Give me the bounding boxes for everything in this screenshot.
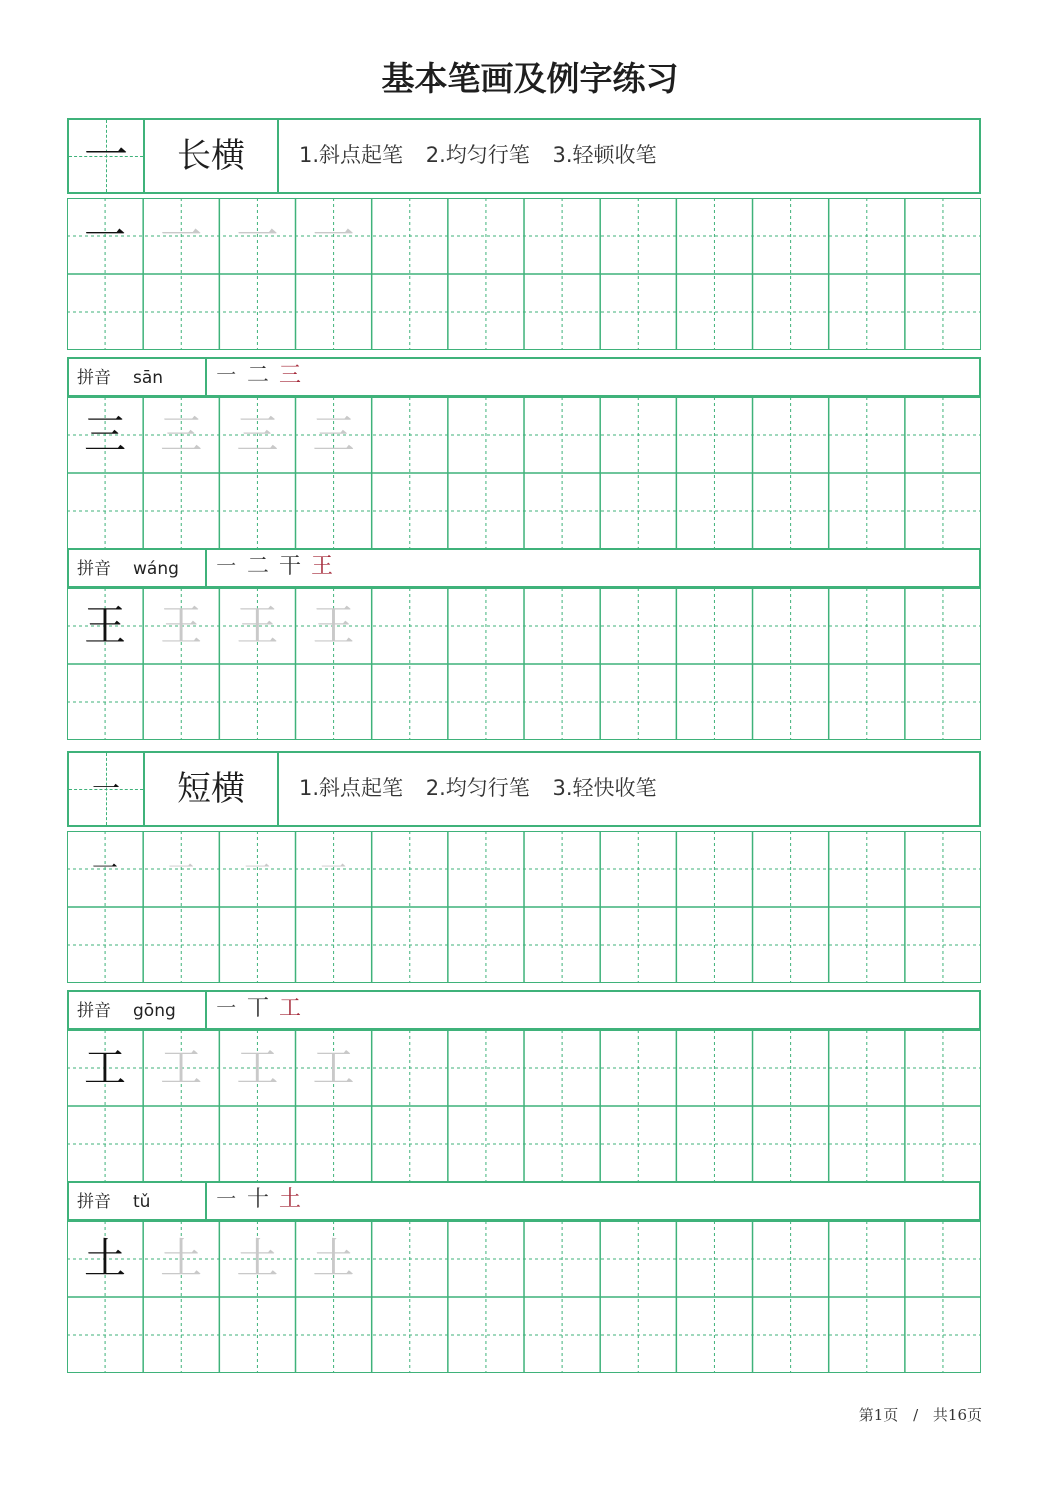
practice-grid (67, 1030, 981, 1182)
trace-character: 王 (236, 601, 279, 650)
pinyin-text: tǔ (133, 1192, 151, 1212)
practice-grid (67, 198, 981, 350)
page-number: 第1页 (858, 1406, 899, 1424)
trace-character: 三 (236, 410, 279, 459)
pinyin-text: wáng (133, 559, 179, 579)
trace-character: 工 (312, 1043, 355, 1092)
stroke-sample-box (69, 120, 145, 192)
stroke-name: 短横 (145, 753, 279, 825)
trace-character: 土 (312, 1234, 355, 1283)
trace-character: 一 (244, 854, 271, 884)
model-character: 一 (91, 854, 118, 884)
page-title: 基本笔画及例字练习 (381, 59, 679, 98)
tip-2: 2.均匀行笔 (425, 143, 530, 167)
trace-character: 土 (160, 1234, 203, 1283)
trace-character: 三 (312, 410, 355, 459)
pinyin-label: 拼音 sān (69, 359, 207, 395)
practice-grid (67, 397, 981, 549)
stroke-sample-glyph: 一 (91, 772, 120, 805)
tip-1: 1.斜点起笔 (299, 776, 404, 800)
trace-character: 一 (312, 211, 355, 260)
page-footer (859, 1404, 982, 1425)
trace-character: 王 (160, 601, 203, 650)
stroke-tips (279, 753, 979, 825)
model-character: 工 (83, 1043, 126, 1092)
tip-1: 1.斜点起笔 (299, 143, 404, 167)
trace-character: 工 (236, 1043, 279, 1092)
trace-character: 一 (320, 854, 347, 884)
page-total: 共16页 (932, 1406, 982, 1424)
pinyin-label: 拼音 gōng (69, 992, 207, 1028)
stroke-order: ㇐ 二 三 (215, 363, 302, 388)
page-separator: / (913, 1406, 919, 1424)
stroke-name: 长横 (145, 120, 279, 192)
stroke-order: ㇐ 丅 工 (215, 996, 302, 1021)
model-character: 一 (83, 211, 126, 260)
tip-3: 3.轻快收笔 (552, 776, 657, 800)
pinyin-bar (67, 1181, 981, 1221)
practice-grid (67, 588, 981, 740)
trace-character: 一 (160, 211, 203, 260)
model-character: 三 (83, 410, 126, 459)
trace-character: 一 (236, 211, 279, 260)
pinyin-text: gōng (133, 1001, 176, 1021)
tip-2: 2.均匀行笔 (425, 776, 530, 800)
model-character: 土 (83, 1234, 126, 1283)
stroke-order: ㇐ 十 土 (215, 1187, 302, 1212)
practice-grid (67, 831, 981, 983)
trace-character: 王 (312, 601, 355, 650)
stroke-header-short-horizontal (67, 751, 981, 827)
stroke-sample-box (69, 753, 145, 825)
trace-character: 土 (236, 1234, 279, 1283)
pinyin-bar (67, 548, 981, 588)
tip-3: 3.轻顿收笔 (552, 143, 657, 167)
pinyin-text: sān (133, 368, 164, 388)
pinyin-label: 拼音 tǔ (69, 1183, 207, 1219)
stroke-tips (279, 120, 979, 192)
trace-character: 工 (160, 1043, 203, 1092)
practice-grid (67, 1221, 981, 1373)
stroke-header-long-horizontal (67, 118, 981, 194)
stroke-order: ㇐ 二 干 王 (215, 554, 334, 579)
trace-character: 三 (160, 410, 203, 459)
pinyin-bar (67, 357, 981, 397)
pinyin-label: 拼音 wáng (69, 550, 207, 586)
trace-character: 一 (168, 854, 195, 884)
model-character: 王 (83, 601, 126, 650)
pinyin-bar (67, 990, 981, 1030)
stroke-sample-glyph: 一 (84, 130, 128, 181)
